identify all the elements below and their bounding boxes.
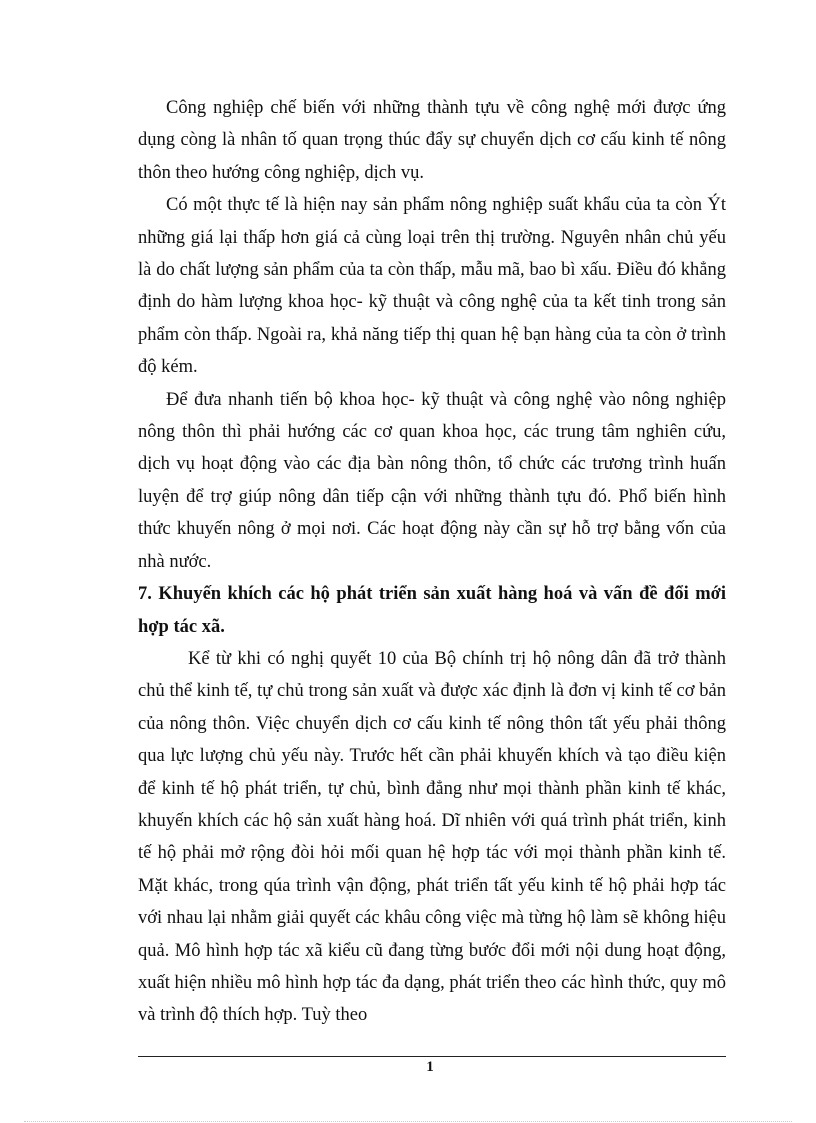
paragraph-household-economy: Kể từ khi có nghị quyết 10 của Bộ chính trị hộ nông dân đã trở thành chủ thể kinh tế, tự chủ trong sản xuất và được xác định là đơn vị kinh tế cơ bản của nông thôn. Việc chuyển dịch cơ cấu kinh tế nông thôn tất yếu phải thông qua lực lượng chủ yếu này. Trước hết cần phải khuyến khích và tạo điều kiện để kinh tế hộ phát triển, tự chủ, bình đẳng như mọi thành phần kinh tế khác, khuyến khích các hộ sản xuất hàng hoá. Dĩ nhiên với quá trình phát triển, kinh tế hộ phải mở rộng đòi hỏi mối quan hệ hợp tác với mọi thành phần kinh tế. Mặt khác, trong qúa trình vận động, phát triển tất yếu kinh tế hộ phải hợp tác với nhau lại nhằm giải quyết các khâu công việc mà từng hộ làm sẽ không hiệu quả. Mô hình hợp tác xã kiểu cũ đang từng bước đổi mới nội dung hoạt động, xuất hiện nhiều mô hình hợp tác đa dạng, phát triển theo các hình thức, quy mô và trình độ thích hợp. Tuỳ theo (138, 648, 726, 1026)
paragraph-technology-transfer: Để đưa nhanh tiến bộ khoa học- kỹ thuật và công nghệ vào nông nghiệp nông thôn thì phải hướng các cơ quan khoa học, các trung tâm nghiên cứu, dịch vụ hoạt động vào các địa bàn nông thôn, tổ chức các trương trình huấn luyện để trợ giúp nông dân tiếp cận với những thành tựu đó. Phổ biến hình thức khuyến nông ở mọi nơi. Các hoạt động này cần sự hỗ trợ bằng vốn của nhà nước. (138, 389, 726, 572)
footer-divider (138, 1056, 726, 1057)
paragraph-export-products: Có một thực tế là hiện nay sản phẩm nông nghiệp suất khẩu của ta còn Ýt những giá lại thấp hơn giá cả cùng loại trên thị trường. Nguyên nhân chủ yếu là do chất lượng sản phẩm của ta còn thấp, mẫu mã, bao bì xấu. Điều đó khẳng định do hàm lượng khoa học- kỹ thuật và công nghệ của ta kết tinh trong sản phẩm còn thấp. Ngoài ra, khả năng tiếp thị quan hệ bạn hàng của ta còn ở trình độ kém. (138, 195, 726, 378)
page-number: 1 (426, 1059, 434, 1075)
paragraph-processing-industry: Công nghiệp chế biến với những thành tựu về công nghệ mới được ứng dụng còng là nhân tố quan trọng thúc đẩy sự chuyển dịch cơ cấu kinh tế nông thôn theo hướng công nghiệp, dịch vụ. (138, 98, 726, 183)
section-heading: 7. Khuyến khích các hộ phát triển sản xuất hàng hoá và vấn đề đổi mới hợp tác xã. (138, 584, 726, 637)
body-text (138, 92, 726, 1032)
page-edge-divider (24, 1121, 792, 1122)
